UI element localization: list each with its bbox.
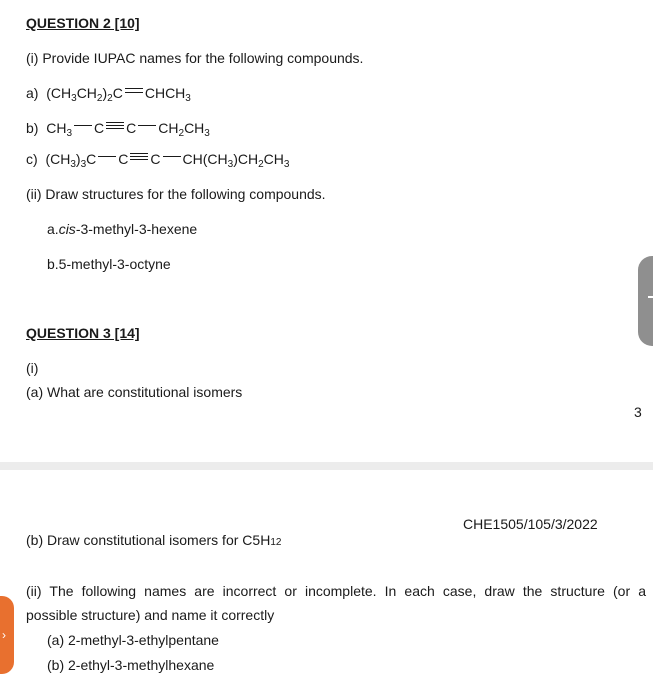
question-3-heading: QUESTION 3 [14] (26, 325, 140, 341)
formula-c: c) $(CH_3)_3C$ C C $CH(CH_3)CH_2CH_3$ (26, 151, 290, 170)
q2-item-b: b.5-methyl-3-octyne (47, 256, 171, 272)
q3-part-ii-a: (a) 2-methyl-3-ethylpentane (47, 632, 219, 648)
q2-part-ii-instruction: (ii) Draw structures for the following compounds. (26, 186, 326, 202)
formula-a-label: a) (26, 85, 39, 101)
toggle-icon (648, 296, 653, 298)
triple-bond (130, 153, 148, 161)
page-separator (0, 462, 653, 470)
formula-c-label: c) (26, 151, 38, 167)
formula-b-label: b) (26, 120, 39, 136)
item-a-prefix: a. (47, 221, 59, 237)
formula-a: a) $(CH_3CH_2)_2C$ $CHCH_3$ (26, 85, 191, 104)
single-bond (98, 153, 116, 161)
double-bond (125, 87, 143, 95)
single-bond (138, 122, 156, 130)
q3-part-ii-line1: (ii) The following names are incorrect or incomplete. In each case, draw the structure (or a (26, 583, 646, 599)
q2-item-a (47, 220, 197, 238)
q3-part-ii-line2: possible structure) and name it correctly (26, 607, 275, 623)
side-panel-toggle-tab[interactable] (638, 256, 653, 346)
page-number: 3 (634, 404, 642, 420)
expand-tab[interactable] (0, 596, 14, 674)
item-a-cis: cis (58, 221, 76, 237)
item-a-rest: -3-methyl-3-hexene (75, 221, 198, 237)
q3-part-ii-b: (b) 2-ethyl-3-methylhexane (47, 657, 215, 673)
single-bond (163, 153, 181, 161)
formula-b: b) $CH_3$ C C $CH_2CH_3$ (26, 120, 210, 139)
q2-part-i-instruction: (i) Provide IUPAC names for the following compounds. (26, 50, 364, 66)
triple-bond (106, 122, 124, 130)
single-bond (74, 122, 92, 130)
chevron-right-icon: › (2, 628, 6, 642)
course-code: CHE1505/105/3/2022 (463, 516, 598, 532)
q3-part-i-label: (i) (26, 360, 39, 376)
q3-part-i-a: (a) What are constitutional isomers (26, 384, 243, 400)
q3-part-i-b: (b) Draw constitutional isomers for C5H12 (26, 532, 282, 548)
question-2-heading: QUESTION 2 [10] (26, 15, 140, 31)
part-i-b-text: (b) Draw constitutional isomers for C (26, 532, 253, 548)
